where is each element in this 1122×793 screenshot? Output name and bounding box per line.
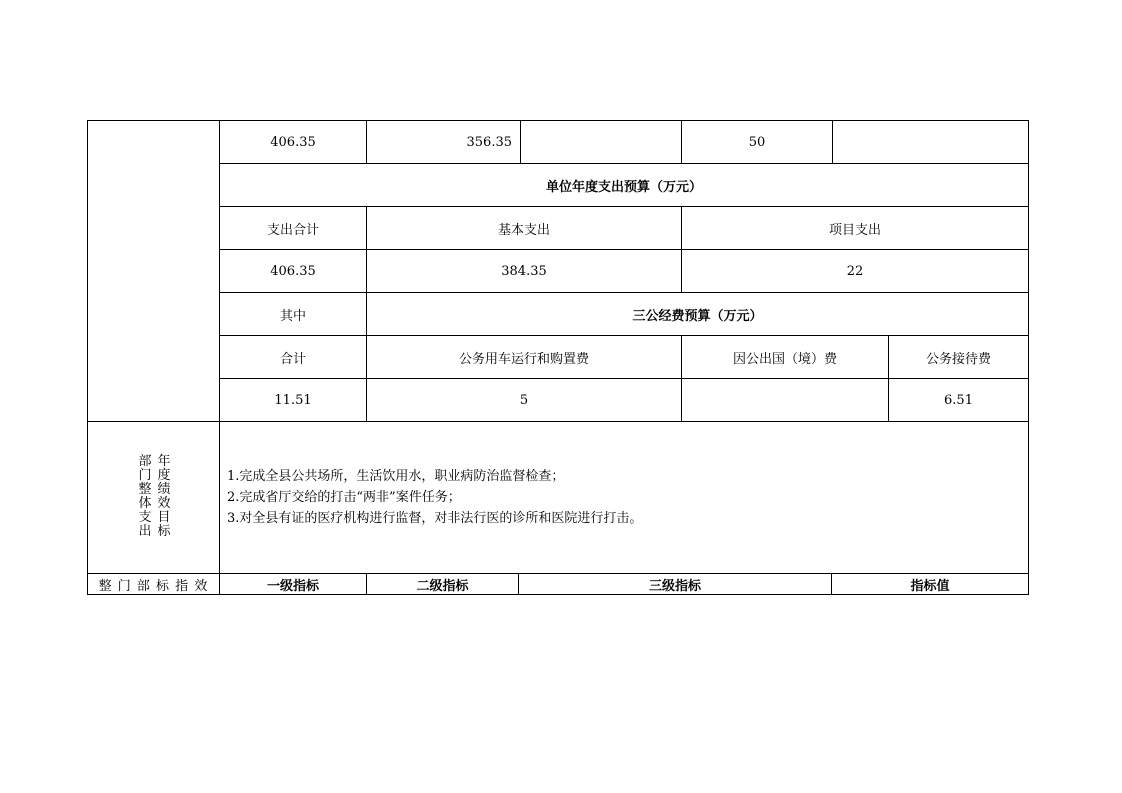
- budget-header-project: 项目支出: [828, 222, 881, 238]
- row1-cell-4: 50: [748, 134, 766, 150]
- indicator-left-label: 整 门 部 标 指 效: [98, 578, 209, 594]
- budget-title: 单位年度支出预算（万元）: [545, 179, 702, 195]
- sangong-header-reception: 公务接待费: [925, 351, 991, 367]
- goal-item: 3.对全县有证的医疗机构进行监督，对非法行医的诊所和医院进行打击。: [227, 511, 643, 526]
- indicator-level2-header: 二级指标: [416, 578, 469, 594]
- goal-item: 2.完成省厅交给的打击“两非”案件任务；: [227, 490, 461, 505]
- row1-cell-2: 356.35: [466, 134, 512, 150]
- goal-item: 1.完成全县公共场所，生活饮用水，职业病防治监督检查；: [227, 469, 565, 484]
- sangong-title: 三公经费预算（万元）: [632, 308, 763, 324]
- goals-label-col2: 年度绩效目标: [157, 454, 171, 539]
- sangong-header-abroad: 因公出国（境）费: [732, 351, 837, 367]
- budget-value-total: 406.35: [270, 263, 316, 279]
- goals-list: [227, 466, 1017, 529]
- sangong-value-vehicle: 5: [519, 392, 529, 408]
- sangong-value-total: 11.51: [274, 392, 312, 408]
- sangong-value-abroad: [682, 379, 888, 421]
- sangong-value-reception: 6.51: [944, 392, 973, 408]
- goals-label-col1: 部门整体支出: [138, 454, 152, 539]
- sangong-header-vehicle: 公务用车运行和购置费: [458, 351, 589, 367]
- indicator-level1-header: 一级指标: [266, 578, 319, 594]
- budget-value-basic: 384.35: [501, 263, 547, 279]
- budget-header-total: 支出合计: [266, 222, 319, 238]
- row1-cell-5: [833, 121, 1028, 163]
- indicator-level3-header: 三级指标: [648, 578, 701, 594]
- sangong-header-total: 合计: [279, 351, 306, 367]
- qizhong-label: 其中: [279, 308, 306, 324]
- budget-value-project: 22: [846, 263, 864, 279]
- row1-cell-3: [521, 121, 681, 163]
- row1-cell-1: 406.35: [270, 134, 316, 150]
- budget-header-basic: 基本支出: [497, 222, 550, 238]
- indicator-value-header: 指标值: [910, 578, 950, 594]
